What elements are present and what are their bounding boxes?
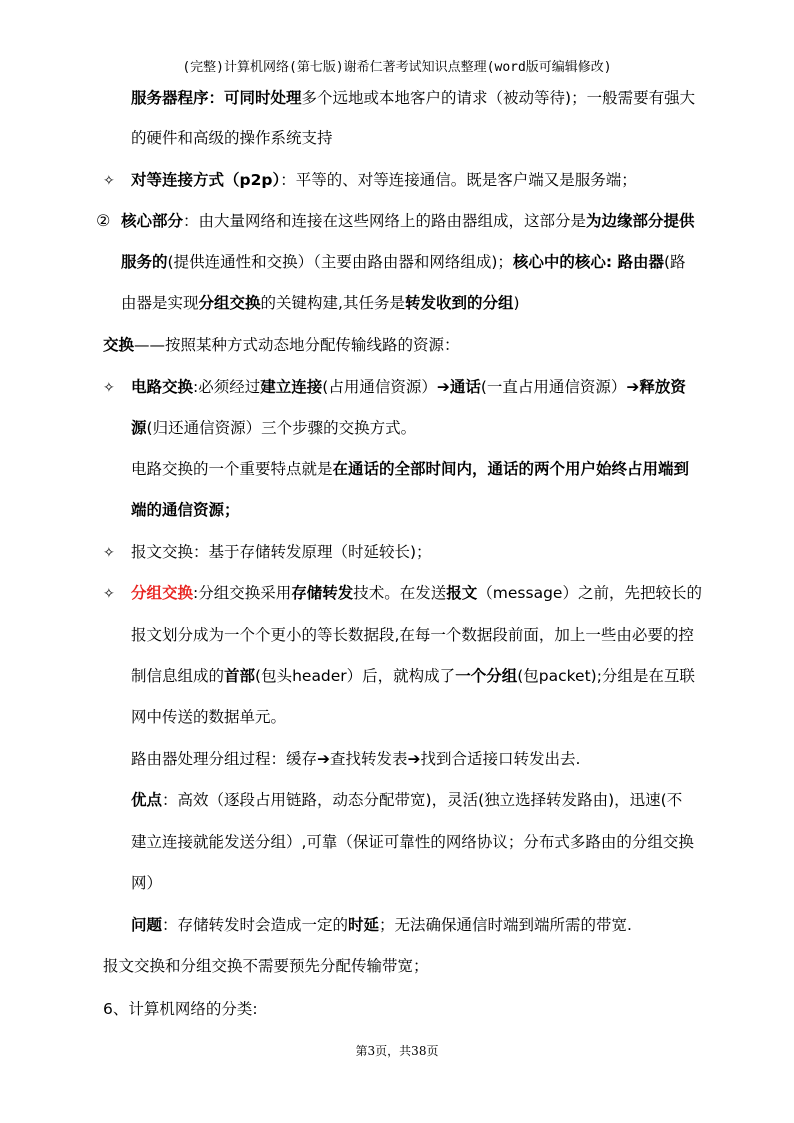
line-core-part [121, 211, 695, 231]
diamond-bullet-icon: ✧ [103, 173, 115, 189]
advantages-text: ：高效（逐段占用链路，动态分配带宽)，灵活(独立选择转发路由)，迅速(不 [162, 791, 683, 809]
diamond-bullet-icon: ✧ [103, 586, 115, 602]
line-no-preallocation: 报文交换和分组交换不需要预先分配传输带宽； [103, 957, 429, 975]
line-circuit-steps [131, 418, 416, 438]
store-forward-term: 存储转发 [291, 584, 354, 602]
page-footer: 第3页，共38页 [355, 1044, 439, 1058]
circuit-text-b: (占用通信资源） [322, 378, 437, 396]
diamond-bullet-icon: ✧ [103, 380, 115, 396]
line-switching-def [103, 335, 460, 355]
line-advantages [131, 790, 682, 810]
line-packet-switching [131, 583, 702, 603]
problems-text-b: ；无法确保通信时端到端所需的带宽. [379, 916, 632, 934]
line-packet-unit: 网中传送的数据单元。 [131, 708, 287, 726]
switching-term: 交换 [103, 336, 135, 354]
call-term: ➔通话 [436, 378, 481, 396]
problems-text-a: ：存储转发时会造成一定的 [162, 916, 349, 934]
header-text-a: 制信息组成的 [131, 667, 225, 685]
packet-switching-highlight: 分组交换 [131, 584, 194, 602]
delay-term: 时延 [348, 916, 380, 934]
line-circuit-feature [131, 459, 689, 479]
p2p-text: ：平等的、对等连接通信。既是客户端又是服务端； [280, 171, 637, 189]
core-part-emphasis: 为边缘部分提供 [586, 212, 695, 230]
line-circuit-switching [131, 377, 686, 397]
circuit-steps-text: (归还通信资源）三个步骤的交换方式。 [146, 419, 417, 437]
line-p2p [131, 170, 637, 190]
service-term: 服务的 [121, 253, 168, 271]
page-header: (完整)计算机网络(第七版)谢希仁著考试知识点整理(word版可编辑修改) [182, 60, 612, 75]
circuit-switching-term: 电路交换 [131, 378, 194, 396]
line-router-process: 路由器处理分组过程：缓存➔查找转发表➔找到合适接口转发出去. [131, 750, 581, 768]
line-advantages-end: 网） [131, 874, 163, 892]
router-paren: (路 [663, 253, 686, 271]
line-message-switching: 报文交换：基于存储转发原理（时延较长)； [131, 543, 432, 561]
line-problems [131, 915, 632, 935]
line-router-role [121, 293, 520, 313]
router-text-b: 的关键构建,其任务是 [260, 294, 405, 312]
advantages-term: 优点 [131, 791, 163, 809]
circuit-text-c: (一直占用通信资源） [480, 378, 627, 396]
p2p-term: 对等连接方式（p2p） [131, 171, 281, 189]
packet-text-a: :分组交换采用 [193, 584, 292, 602]
server-program-term: 服务器程序：可同时处理 [131, 89, 302, 107]
router-close-paren: ) [513, 294, 520, 312]
switching-text: ——按照某种方式动态地分配传输线路的资源： [134, 336, 460, 354]
core-part-term: 核心部分 [121, 212, 184, 230]
packet-term: 一个分组 [455, 667, 518, 685]
circuit-text-a: :必须经过 [193, 378, 261, 396]
header-text-c: (包packet);分组是在互联 [517, 667, 695, 685]
message-term: 报文 [446, 584, 478, 602]
circuit-feature-text: 电路交换的一个重要特点就是 [131, 460, 333, 478]
line-server-hardware: 的硬件和高级的操作系统支持 [131, 129, 333, 147]
service-text: (提供连通性和交换）（主要由路由器和网络组成)； [167, 253, 513, 271]
line-advantages-cont: 建立连接就能发送分组）,可靠（保证可靠性的网络协议；分布式多路由的分组交换 [131, 833, 694, 851]
diamond-bullet-icon: ✧ [103, 545, 115, 561]
resource-term: 源 [131, 419, 147, 437]
line-section-6: 6、计算机网络的分类: [103, 1000, 258, 1018]
packet-text-b: 技术。在发送 [353, 584, 447, 602]
problems-term: 问题 [131, 916, 163, 934]
line-circuit-resource: 端的通信资源； [131, 501, 240, 519]
circled-two-marker: ② [96, 211, 111, 230]
core-of-core-term: 核心中的核心: 路由器 [512, 253, 664, 271]
packet-text-c: （message）之前，先把较长的 [477, 584, 702, 602]
circuit-feature-emphasis: 在通话的全部时间内，通话的两个用户始终占用端到 [332, 460, 690, 478]
server-program-text: 多个远地或本地客户的请求（被动等待)；一般需要有强大 [301, 89, 696, 107]
line-server-program [131, 88, 695, 108]
router-text-a: 由器是实现 [121, 294, 199, 312]
release-term: ➔释放资 [626, 378, 686, 396]
line-packet-header [131, 666, 695, 686]
line-core-service [121, 252, 686, 272]
line-packet-segments: 报文划分成为一个个更小的等长数据段,在每一个数据段前面，加上一些由必要的控 [131, 626, 694, 644]
establish-connection-term: 建立连接 [260, 378, 323, 396]
forward-term: 转发收到的分组 [404, 294, 514, 312]
header-text-b: (包头header）后，就构成了 [255, 667, 456, 685]
core-part-text: ：由大量网络和连接在这些网络上的路由器组成，这部分是 [183, 212, 587, 230]
header-term: 首部 [224, 667, 256, 685]
packet-switching-term: 分组交换 [198, 294, 261, 312]
